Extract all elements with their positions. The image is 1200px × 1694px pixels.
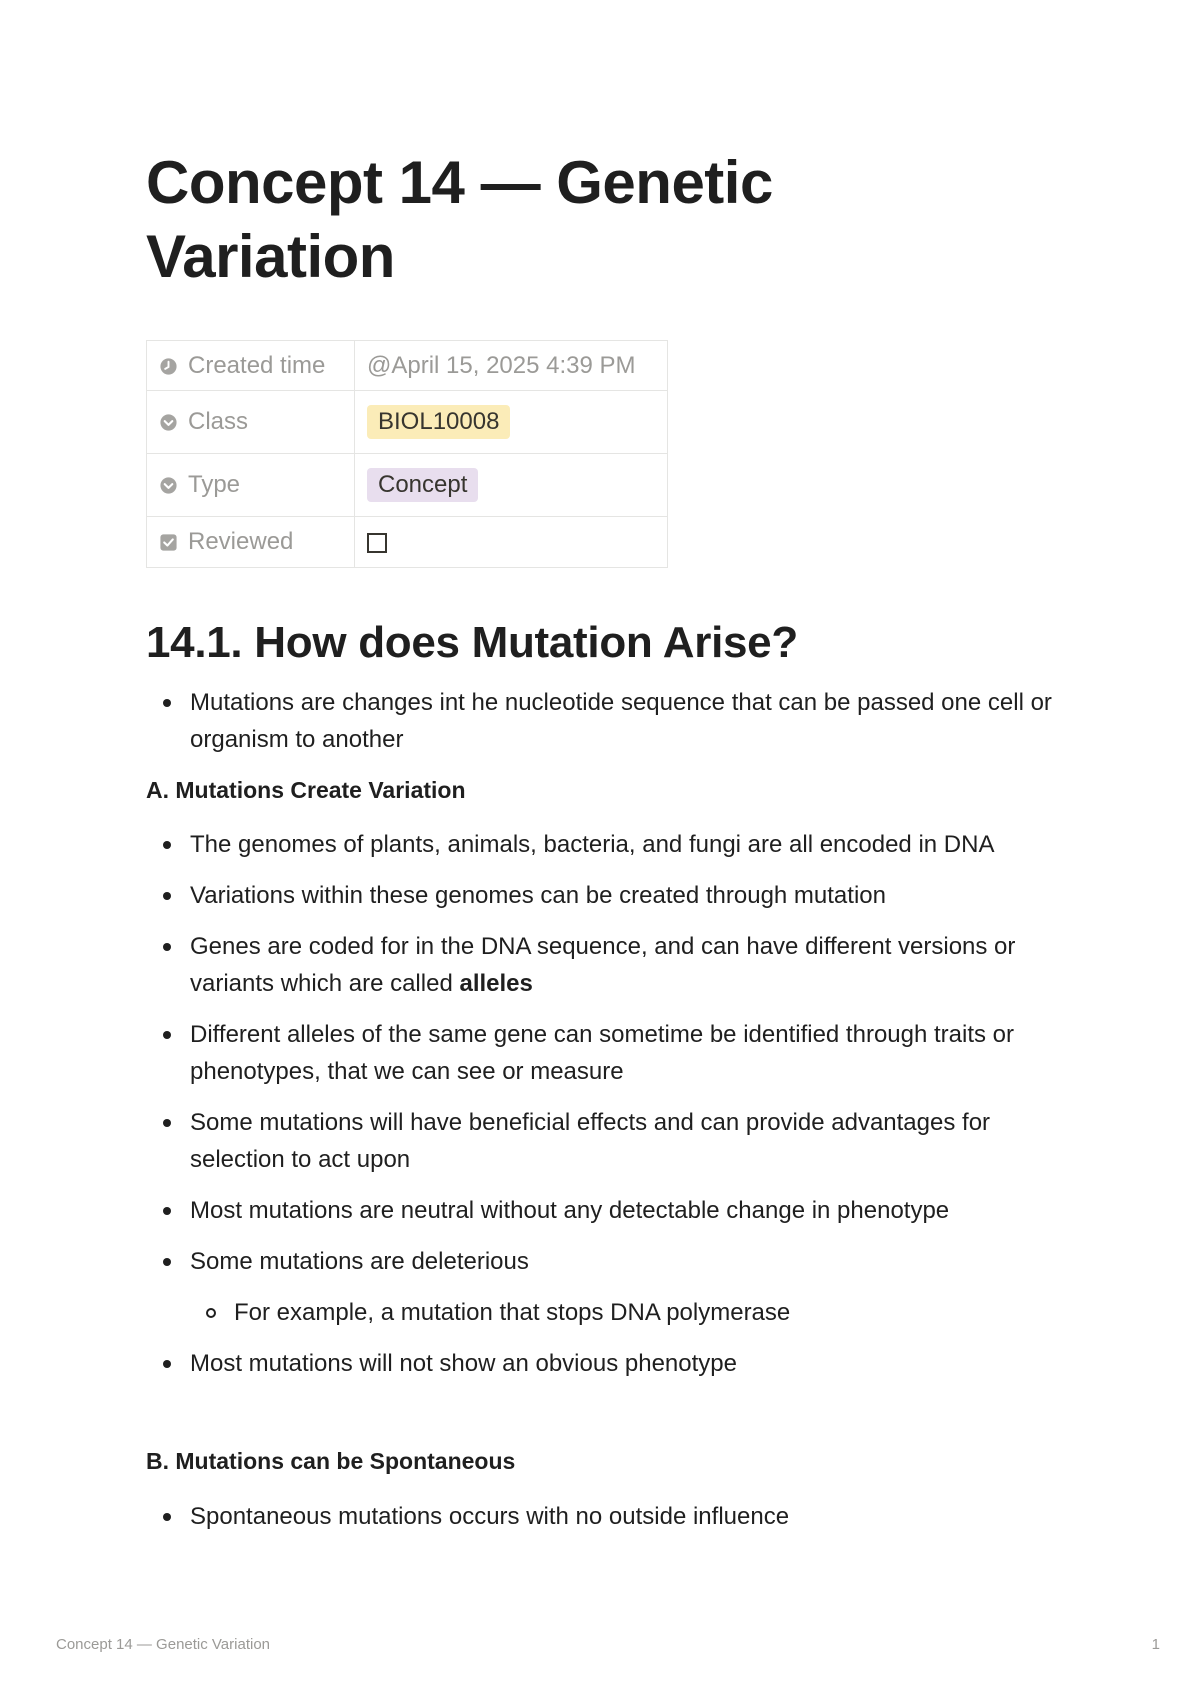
subsection-b-heading: B. Mutations can be Spontaneous xyxy=(146,1448,516,1474)
list-item: Different alleles of the same gene can sometime be identified through traits or phenotypes, that we can see or measure xyxy=(146,1016,1066,1090)
properties-table xyxy=(146,340,668,568)
property-value xyxy=(355,391,668,454)
list-item: Some mutations will have beneficial effects and can provide advantages for selection to act upon xyxy=(146,1104,1066,1178)
select-icon xyxy=(159,413,178,432)
footer-page-number: 1 xyxy=(1151,1636,1160,1653)
property-value xyxy=(355,517,668,568)
property-row-reviewed xyxy=(147,517,668,568)
list-item: Spontaneous mutations occurs with no outside influence xyxy=(146,1498,1066,1535)
property-row-class xyxy=(147,391,668,454)
property-label: Type xyxy=(188,471,241,498)
list-item-text: Genes are coded for in the DNA sequence, and can have different versions or variants which are called xyxy=(190,933,1016,997)
property-label: Created time xyxy=(188,351,326,379)
section-heading: 14.1. How does Mutation Arise? xyxy=(146,618,798,667)
list-item: Variations within these genomes can be created through mutation xyxy=(146,877,1066,914)
property-row-type xyxy=(147,454,668,517)
nested-list-item: For example, a mutation that stops DNA polymerase xyxy=(146,1294,1066,1331)
list-item: Mutations are changes int he nucleotide sequence that can be passed one cell or organism to another xyxy=(146,684,1066,758)
property-label: Reviewed xyxy=(188,528,294,555)
property-key xyxy=(147,391,355,454)
subsection-a-heading: A. Mutations Create Variation xyxy=(146,777,466,803)
checkbox-icon xyxy=(159,533,178,552)
property-key xyxy=(147,454,355,517)
reviewed-checkbox[interactable] xyxy=(367,533,387,553)
property-key xyxy=(147,341,355,391)
property-value xyxy=(355,341,668,391)
property-label: Class xyxy=(188,408,249,435)
list-item: The genomes of plants, animals, bacteria, and fungi are all encoded in DNA xyxy=(146,826,1066,863)
alleles-bold-term: alleles xyxy=(459,970,533,997)
subsection-a-bullet-list xyxy=(146,826,1066,1382)
property-value xyxy=(355,454,668,517)
clock-icon xyxy=(159,357,178,376)
list-item xyxy=(146,928,1066,1002)
select-icon xyxy=(159,476,178,495)
property-key xyxy=(147,517,355,568)
property-row-created-time xyxy=(147,341,668,391)
page-title: Concept 14 — Genetic Variation xyxy=(146,149,773,290)
subsection-b-bullet-list xyxy=(146,1498,1066,1535)
class-tag[interactable]: BIOL10008 xyxy=(367,405,510,439)
type-tag[interactable]: Concept xyxy=(367,468,478,502)
list-item: Some mutations are deleterious xyxy=(146,1243,1066,1280)
list-item: Most mutations will not show an obvious phenotype xyxy=(146,1345,1066,1382)
footer-title: Concept 14 — Genetic Variation xyxy=(56,1636,271,1653)
list-item: Most mutations are neutral without any detectable change in phenotype xyxy=(146,1192,1066,1229)
intro-bullet-list xyxy=(146,684,1066,758)
created-time-value: @April 15, 2025 4:39 PM xyxy=(367,351,636,379)
